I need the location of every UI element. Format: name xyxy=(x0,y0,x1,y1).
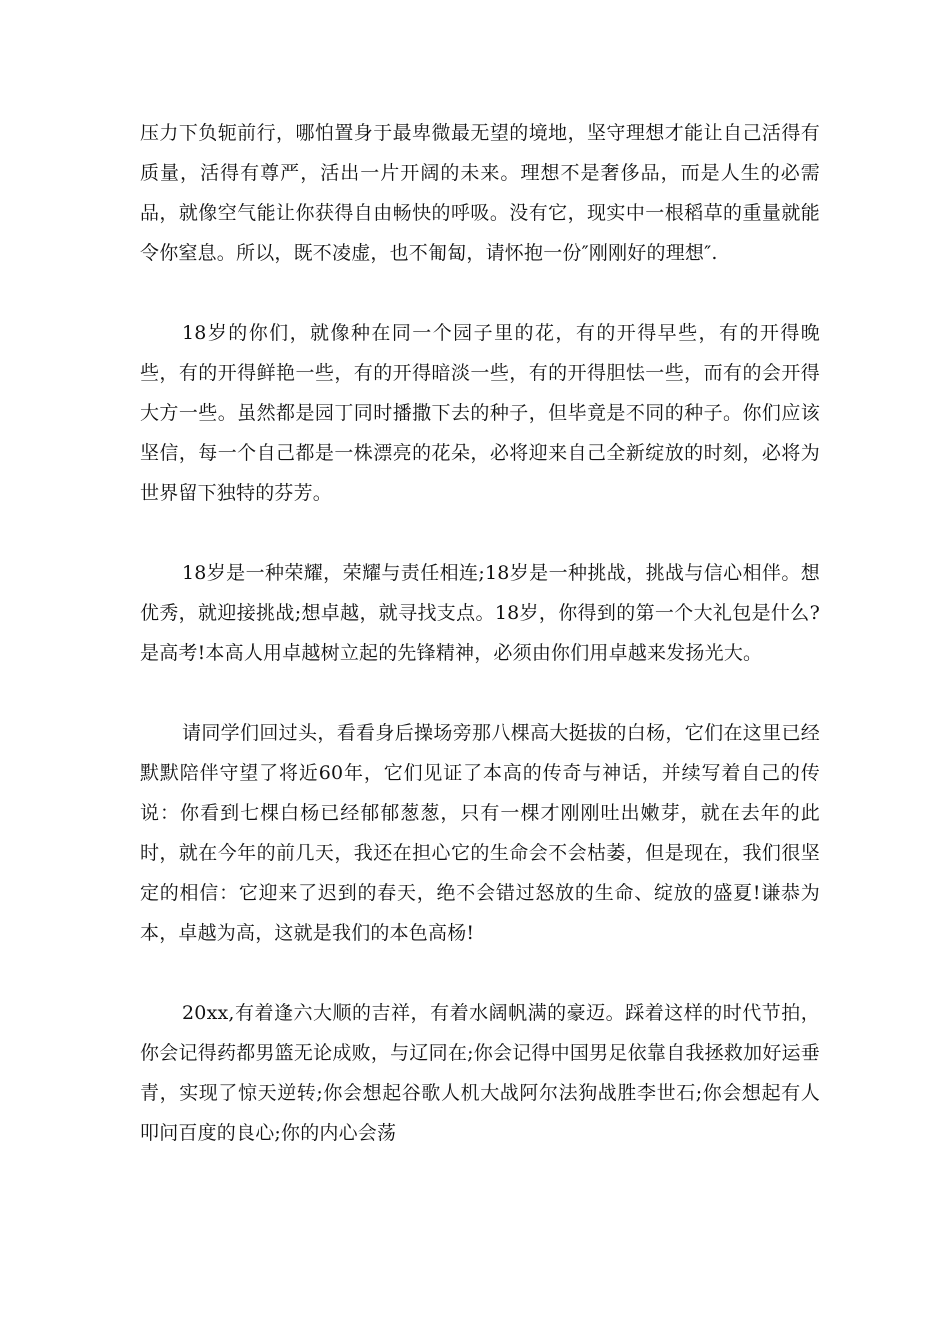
paragraph-continuation: 压力下负轭前行，哪怕置身于最卑微最无望的境地，坚守理想才能让自己活得有质量，活得有尊严，活出一片开阔的未来。理想不是奢侈品，而是人生的必需品，就像空气能让你获得自由畅快的呼吸。没有它，现实中一根稻草的重量就能令你窒息。所以，既不凌虚，也不匍匐，请怀抱一份″刚刚好的理想″. xyxy=(140,122,820,264)
paragraph: 18岁是一种荣耀，荣耀与责任相连;18岁是一种挑战，挑战与信心相伴。想优秀，就迎接挑战;想卓越，就寻找支点。18岁，你得到的第一个大礼包是什么?是高考!本高人用卓越树立起的先锋精神，必须由你们用卓越来发扬光大。 xyxy=(140,562,820,664)
document-body xyxy=(140,113,820,1193)
paragraph: 18岁的你们，就像种在同一个园子里的花，有的开得早些，有的开得晚些，有的开得鲜艳一些，有的开得暗淡一些，有的开得胆怯一些，而有的会开得大方一些。虽然都是园丁同时播撒下去的种子，但毕竟是不同的种子。你们应该坚信，每一个自己都是一株漂亮的花朵，必将迎来自己全新绽放的时刻，必将为世界留下独特的芬芳。 xyxy=(140,322,820,504)
paragraph: 请同学们回过头，看看身后操场旁那八棵高大挺拔的白杨，它们在这里已经默默陪伴守望了将近60年，它们见证了本高的传奇与神话，并续写着自己的传说：你看到七棵白杨已经郁郁葱葱，只有一棵才刚刚吐出嫩芽，就在去年的此时，就在今年的前几天，我还在担心它的生命会不会枯萎，但是现在，我们很坚定的相信：它迎来了迟到的春天，绝不会错过怒放的生命、绽放的盛夏!谦恭为本，卓越为高，这就是我们的本色高杨! xyxy=(140,722,820,944)
paragraph: 20xx,有着逢六大顺的吉祥，有着水阔帆满的豪迈。踩着这样的时代节拍，你会记得药都男篮无论成败，与辽同在;你会记得中国男足依靠自我拯救加好运垂青，实现了惊天逆转;你会想起谷歌人机大战阿尔法狗战胜李世石;你会想起有人叩问百度的良心;你的内心会荡 xyxy=(140,1002,820,1144)
